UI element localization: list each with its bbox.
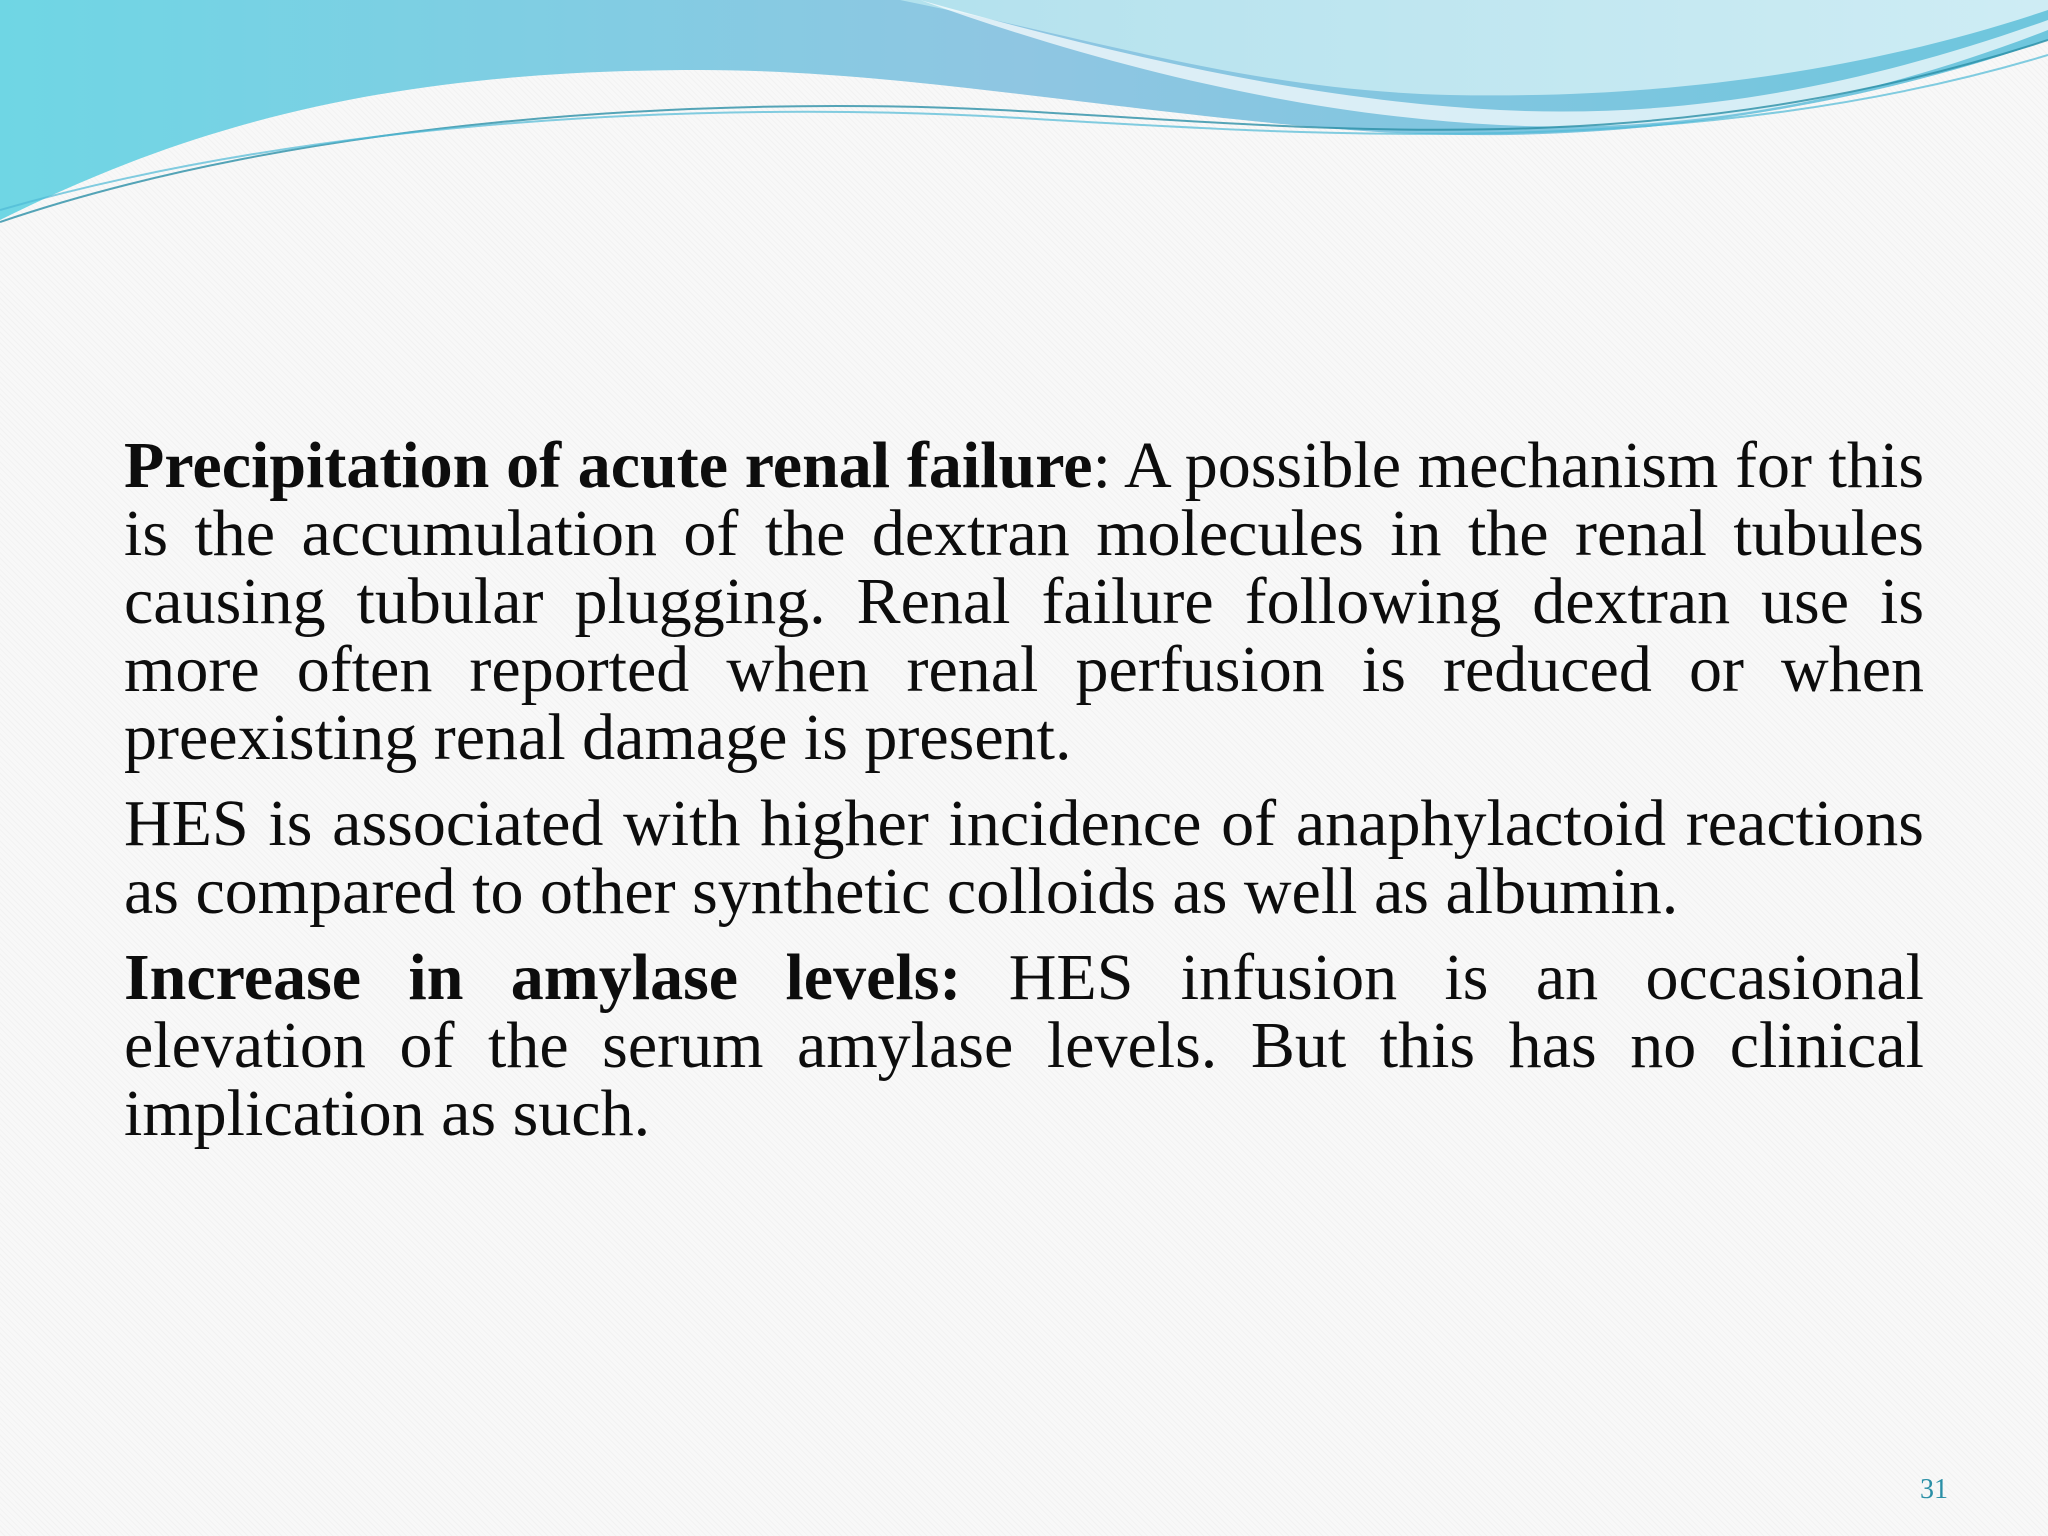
paragraph-renal-failure: [124, 429, 1925, 774]
paragraph-amylase: [124, 941, 1924, 1150]
slide-body: [124, 429, 1925, 1166]
paragraph-separator: :: [1092, 429, 1111, 502]
paragraph-lead: Precipitation of acute renal failure: [124, 429, 1093, 502]
paragraph-body: A possible mechanism for this is the accumulation of the dextran molecules in the renal tubules causing tubular plugging. Renal failure following dextran use is more often reported when renal perfusion is reduced or when preexisting renal damage is present.: [124, 429, 1925, 774]
header-wave-decoration: [0, 0, 2048, 240]
paragraph-body: HES is associated with higher incidence of anaphylactoid reactions as compared to other synthetic colloids as well as albumin.: [124, 787, 1924, 928]
paragraph-lead: Increase in amylase levels:: [124, 941, 962, 1014]
paragraph-body: HES infusion is an occasional elevation of the serum amylase levels. But this has no clinical implication as such.: [124, 941, 1924, 1150]
paragraph-hes-anaphylactoid: [124, 787, 1924, 928]
page-number: 31: [1920, 1474, 1948, 1505]
